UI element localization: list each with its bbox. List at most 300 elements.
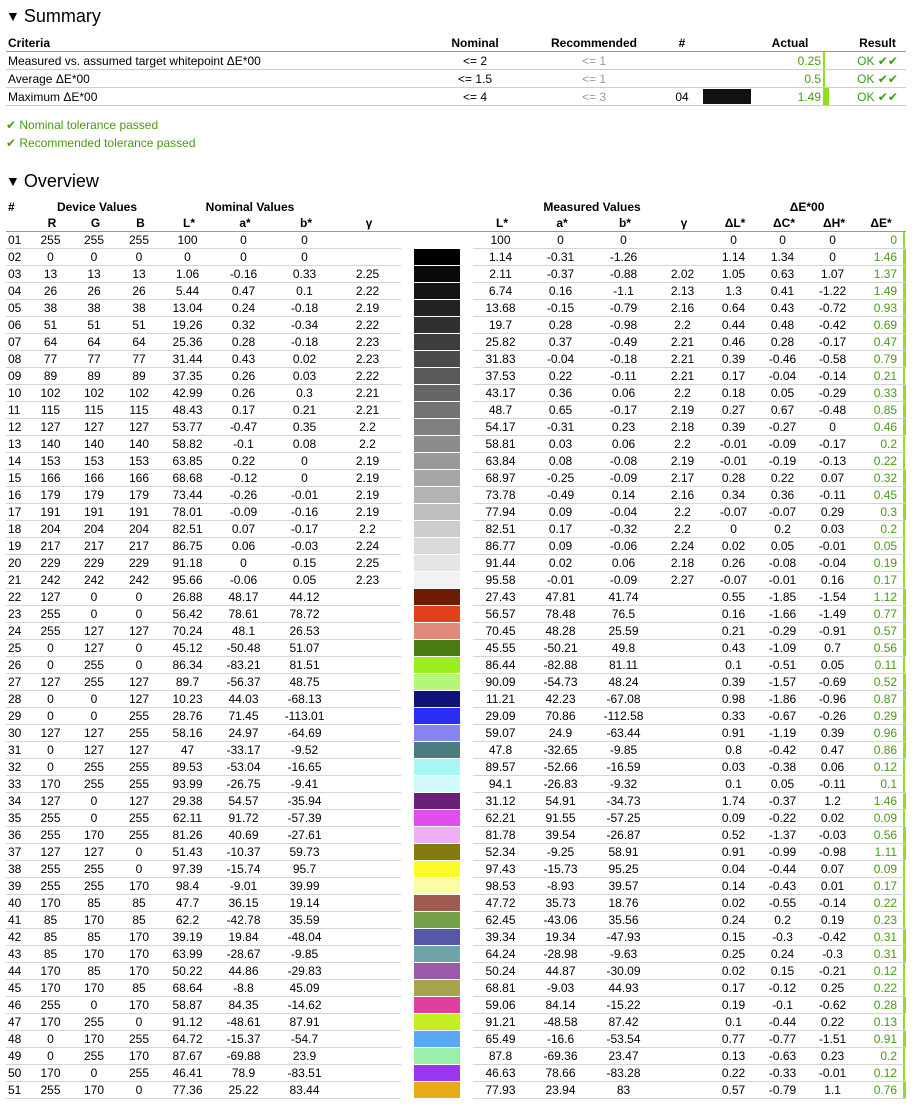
value-cell: 0.27 <box>711 402 759 419</box>
measured-values-header: Measured Values <box>543 200 641 214</box>
swatch-cell <box>401 657 473 674</box>
value-cell <box>657 657 711 674</box>
value-cell: 0 <box>215 249 275 266</box>
color-swatch <box>414 793 460 809</box>
delta-e-bar-cell <box>903 351 906 368</box>
value-cell: 0.08 <box>531 453 593 470</box>
value-cell: 0.07 <box>809 470 859 487</box>
delta-e-cell: 0.17 <box>859 878 903 895</box>
delta-e-cell: 0.46 <box>859 419 903 436</box>
value-cell: -0.37 <box>531 266 593 283</box>
value-cell: 2.19 <box>337 453 401 470</box>
value-cell <box>337 963 401 980</box>
color-swatch <box>414 453 460 469</box>
delta-e-cell: 0.69 <box>859 317 903 334</box>
delta-e-bar <box>903 912 905 928</box>
value-cell <box>337 776 401 793</box>
value-cell <box>337 1014 401 1031</box>
value-cell: 0 <box>118 657 163 674</box>
value-cell: 255 <box>31 861 73 878</box>
patch-number: 43 <box>6 946 31 963</box>
patch-number: 13 <box>6 436 31 453</box>
value-cell: 27.43 <box>473 589 531 606</box>
value-cell: 2.22 <box>337 368 401 385</box>
delta-e-cell: 0.56 <box>859 640 903 657</box>
value-cell: 2.17 <box>657 470 711 487</box>
value-cell: 25.36 <box>163 334 215 351</box>
value-cell <box>657 674 711 691</box>
result-header: Result <box>849 35 906 52</box>
delta-e-bar-cell <box>903 1014 906 1031</box>
delta-e-bar <box>903 708 906 724</box>
value-cell: 85 <box>31 929 73 946</box>
value-cell: 0.15 <box>275 555 337 572</box>
patch-number: 24 <box>6 623 31 640</box>
value-cell: 28.76 <box>163 708 215 725</box>
value-cell: 0 <box>809 249 859 266</box>
delta-e-cell: 0.93 <box>859 300 903 317</box>
delta-e-bar-cell <box>903 827 906 844</box>
value-cell <box>337 1065 401 1082</box>
swatch-cell <box>401 810 473 827</box>
value-cell: -1.54 <box>809 589 859 606</box>
delta-e-cell: 0.56 <box>859 827 903 844</box>
delta-e-cell: 0.13 <box>859 1014 903 1031</box>
value-cell: -0.26 <box>215 487 275 504</box>
value-cell: 95.66 <box>163 572 215 589</box>
value-cell: 0.48 <box>759 317 809 334</box>
value-cell: 242 <box>73 572 118 589</box>
value-cell: 0 <box>31 742 73 759</box>
value-cell <box>657 929 711 946</box>
value-cell: -0.13 <box>809 453 859 470</box>
value-cell: 13 <box>73 266 118 283</box>
delta-e-bar <box>903 487 906 503</box>
value-cell: 0 <box>31 249 73 266</box>
value-cell: 90.09 <box>473 674 531 691</box>
value-cell: -15.74 <box>215 861 275 878</box>
value-cell: 2.2 <box>337 521 401 538</box>
value-cell: 31.44 <box>163 351 215 368</box>
value-cell: 46.41 <box>163 1065 215 1082</box>
value-cell: 78.66 <box>531 1065 593 1082</box>
delta-e-cell: 0.12 <box>859 759 903 776</box>
value-cell: 255 <box>118 759 163 776</box>
value-cell: 0.07 <box>215 521 275 538</box>
overview-row <box>6 436 906 453</box>
swatch-cell <box>401 317 473 334</box>
value-cell: -0.01 <box>531 572 593 589</box>
swatch-cell <box>401 589 473 606</box>
value-cell <box>657 708 711 725</box>
patch-number: 05 <box>6 300 31 317</box>
value-cell: 2.19 <box>657 402 711 419</box>
value-cell: 26 <box>118 283 163 300</box>
value-cell: 2.24 <box>657 538 711 555</box>
value-cell: -0.38 <box>759 759 809 776</box>
value-cell: -0.18 <box>593 351 657 368</box>
value-cell: 0 <box>531 232 593 249</box>
value-cell: 170 <box>31 963 73 980</box>
value-cell: 81.78 <box>473 827 531 844</box>
value-cell: 48.24 <box>593 674 657 691</box>
color-swatch <box>414 521 460 537</box>
value-cell: 0.22 <box>759 470 809 487</box>
value-cell: 2.02 <box>657 266 711 283</box>
value-cell: -0.01 <box>711 436 759 453</box>
overview-row <box>6 929 906 946</box>
value-cell <box>657 776 711 793</box>
delta-e-bar <box>903 980 905 996</box>
color-swatch <box>414 912 460 928</box>
patch-number: 20 <box>6 555 31 572</box>
value-cell: -0.09 <box>215 504 275 521</box>
value-cell: -0.01 <box>711 453 759 470</box>
value-cell: 255 <box>118 810 163 827</box>
value-cell: -0.15 <box>531 300 593 317</box>
delta-e-bar <box>903 827 906 843</box>
value-cell: 0.17 <box>531 521 593 538</box>
color-patch <box>703 89 751 104</box>
value-cell: 153 <box>118 453 163 470</box>
value-cell: 170 <box>31 776 73 793</box>
overview-row <box>6 742 906 759</box>
value-cell: 0.26 <box>215 368 275 385</box>
value-cell: 2.2 <box>657 521 711 538</box>
value-cell: -0.33 <box>759 1065 809 1082</box>
swatch-cell <box>401 1082 473 1099</box>
value-cell: 0.23 <box>593 419 657 436</box>
value-cell: 0.02 <box>711 963 759 980</box>
value-cell: 78.9 <box>215 1065 275 1082</box>
value-cell: 0.39 <box>711 351 759 368</box>
overview-heading[interactable]: ▼ Overview <box>6 171 99 191</box>
value-cell: -0.12 <box>759 980 809 997</box>
summary-heading[interactable]: ▼ Summary <box>6 6 101 26</box>
value-cell: -29.83 <box>275 963 337 980</box>
delta-e-bar-cell <box>903 521 906 538</box>
value-cell: 13 <box>31 266 73 283</box>
patch-number: 25 <box>6 640 31 657</box>
swatch-cell <box>401 419 473 436</box>
swatch-cell <box>401 827 473 844</box>
value-cell: -0.72 <box>809 300 859 317</box>
value-cell: 0.33 <box>275 266 337 283</box>
value-cell: 127 <box>31 844 73 861</box>
value-cell: 24.9 <box>531 725 593 742</box>
value-cell: -54.7 <box>275 1031 337 1048</box>
value-cell: 1.34 <box>759 249 809 266</box>
value-cell: 54.91 <box>531 793 593 810</box>
value-cell: 1.2 <box>809 793 859 810</box>
value-cell: 217 <box>31 538 73 555</box>
delta-e-bar-cell <box>903 1082 906 1099</box>
value-cell: 0 <box>73 708 118 725</box>
value-cell: 217 <box>73 538 118 555</box>
value-cell: 42.23 <box>531 691 593 708</box>
color-swatch <box>414 997 460 1013</box>
value-cell: 26 <box>73 283 118 300</box>
delta-e-bar <box>903 249 906 265</box>
delta-e-bar-cell <box>903 368 906 385</box>
value-cell: -15.37 <box>215 1031 275 1048</box>
value-cell: 65.49 <box>473 1031 531 1048</box>
value-cell: -0.58 <box>809 351 859 368</box>
value-cell: 0 <box>711 521 759 538</box>
overview-row <box>6 453 906 470</box>
value-cell: 0.05 <box>275 572 337 589</box>
value-cell: 0.08 <box>275 436 337 453</box>
delta-e-cell: 0.47 <box>859 334 903 351</box>
delta-e-bar-cell <box>903 725 906 742</box>
value-cell: -1.1 <box>593 283 657 300</box>
value-cell: -0.96 <box>809 691 859 708</box>
overview-row <box>6 538 906 555</box>
value-cell <box>657 742 711 759</box>
color-swatch <box>414 589 460 605</box>
value-cell: -0.44 <box>759 861 809 878</box>
value-cell: -1.51 <box>809 1031 859 1048</box>
delta-e-cell: 0.33 <box>859 385 903 402</box>
delta-e-bar <box>903 572 905 588</box>
value-cell: -0.44 <box>759 1014 809 1031</box>
value-cell: -9.52 <box>275 742 337 759</box>
col-header: B <box>118 215 163 232</box>
swatch-cell <box>401 606 473 623</box>
value-cell: 63.84 <box>473 453 531 470</box>
actual-cell: 0.25 <box>757 52 823 70</box>
value-cell <box>337 793 401 810</box>
value-cell: 255 <box>31 1082 73 1099</box>
color-swatch <box>414 351 460 367</box>
value-cell: 0.1 <box>711 776 759 793</box>
value-cell: 26.53 <box>275 623 337 640</box>
result-cell: OK ✔✔ <box>849 70 906 88</box>
value-cell: -9.85 <box>593 742 657 759</box>
color-swatch <box>414 844 460 860</box>
value-cell: 2.21 <box>657 334 711 351</box>
value-cell: 127 <box>118 674 163 691</box>
delta-e-cell: 0.12 <box>859 1065 903 1082</box>
value-cell: -14.62 <box>275 997 337 1014</box>
delta-e-bar <box>903 963 905 979</box>
value-cell: 0 <box>163 249 215 266</box>
value-cell: 153 <box>31 453 73 470</box>
value-cell: 44.12 <box>275 589 337 606</box>
value-cell: 24.97 <box>215 725 275 742</box>
value-cell: 26 <box>31 283 73 300</box>
value-cell: 47.8 <box>473 742 531 759</box>
value-cell: 70.24 <box>163 623 215 640</box>
value-cell: 0.09 <box>711 810 759 827</box>
delta-e-bar <box>903 946 906 962</box>
value-cell: 255 <box>31 606 73 623</box>
value-cell: -0.14 <box>809 895 859 912</box>
value-cell: 68.64 <box>163 980 215 997</box>
value-cell: 2.2 <box>657 385 711 402</box>
value-cell <box>337 878 401 895</box>
value-cell: 0 <box>31 657 73 674</box>
value-cell: 255 <box>73 1048 118 1065</box>
value-cell: -43.06 <box>531 912 593 929</box>
value-cell <box>337 997 401 1014</box>
color-swatch <box>414 300 460 316</box>
value-cell: -0.08 <box>593 453 657 470</box>
delta-e-bar-cell <box>903 1065 906 1082</box>
value-cell: 170 <box>31 1065 73 1082</box>
delta-e-cell: 0.22 <box>859 453 903 470</box>
nominal-header: Nominal <box>425 35 525 52</box>
value-cell: 19.14 <box>275 895 337 912</box>
swatch-cell <box>401 1031 473 1048</box>
value-cell: 0.06 <box>593 385 657 402</box>
delta-e-bar <box>903 538 905 554</box>
value-cell: 0.25 <box>711 946 759 963</box>
value-cell: 0.91 <box>711 725 759 742</box>
value-cell: 58.16 <box>163 725 215 742</box>
value-cell: 89 <box>73 368 118 385</box>
value-cell: -53.04 <box>215 759 275 776</box>
patch-number: 17 <box>6 504 31 521</box>
value-cell: 45.55 <box>473 640 531 657</box>
value-cell: -0.31 <box>531 419 593 436</box>
value-cell: 2.18 <box>657 419 711 436</box>
value-cell: 89.53 <box>163 759 215 776</box>
patch-number: 47 <box>6 1014 31 1031</box>
value-cell: 0.03 <box>711 759 759 776</box>
swatch-cell <box>401 742 473 759</box>
overview-group-header-row <box>6 199 906 215</box>
swatch-cell <box>401 640 473 657</box>
swatch-cell <box>401 453 473 470</box>
value-cell: 242 <box>118 572 163 589</box>
value-cell: -0.1 <box>215 436 275 453</box>
overview-row <box>6 793 906 810</box>
value-cell: -0.03 <box>275 538 337 555</box>
value-cell <box>337 232 401 249</box>
value-cell: -1.57 <box>759 674 809 691</box>
delta-e-bar <box>903 1031 906 1047</box>
value-cell: 0.21 <box>275 402 337 419</box>
value-cell: 51.43 <box>163 844 215 861</box>
value-cell: 0 <box>118 249 163 266</box>
collapse-triangle-icon[interactable]: ▼ <box>6 8 20 24</box>
value-cell: 85 <box>118 912 163 929</box>
value-cell: 85 <box>73 929 118 946</box>
value-cell: -1.26 <box>593 249 657 266</box>
value-cell: -9.32 <box>593 776 657 793</box>
value-cell: 170 <box>73 912 118 929</box>
value-cell: -0.19 <box>759 453 809 470</box>
color-swatch <box>414 283 460 299</box>
value-cell: 25.82 <box>473 334 531 351</box>
value-cell <box>657 725 711 742</box>
overview-row <box>6 963 906 980</box>
value-cell: 0.19 <box>711 997 759 1014</box>
device-values-header: Device Values <box>56 200 138 214</box>
value-cell: 85 <box>31 912 73 929</box>
value-cell: 0 <box>118 1014 163 1031</box>
color-swatch <box>414 249 460 265</box>
value-cell: 166 <box>31 470 73 487</box>
value-cell: -56.37 <box>215 674 275 691</box>
value-cell: 115 <box>73 402 118 419</box>
value-cell: 1.05 <box>711 266 759 283</box>
delta-e-bar <box>903 300 906 316</box>
value-cell: 166 <box>118 470 163 487</box>
value-cell: 56.42 <box>163 606 215 623</box>
color-swatch <box>414 232 460 248</box>
swatch-cell <box>401 776 473 793</box>
value-cell: 0.24 <box>215 300 275 317</box>
value-cell: 0.02 <box>275 351 337 368</box>
value-cell <box>337 844 401 861</box>
value-cell: -0.16 <box>275 504 337 521</box>
color-swatch <box>414 946 460 962</box>
value-cell: -0.31 <box>531 249 593 266</box>
patch-number: 51 <box>6 1082 31 1099</box>
value-cell: 23.47 <box>593 1048 657 1065</box>
value-cell: -0.07 <box>711 504 759 521</box>
overview-row <box>6 708 906 725</box>
value-cell: 0.28 <box>215 334 275 351</box>
value-cell: 78.61 <box>215 606 275 623</box>
value-cell: 0.47 <box>215 283 275 300</box>
value-cell: -28.67 <box>215 946 275 963</box>
value-cell: -1.09 <box>759 640 809 657</box>
value-cell: -0.47 <box>215 419 275 436</box>
delta-e-bar <box>903 725 906 741</box>
value-cell: 0.01 <box>809 878 859 895</box>
value-cell: -0.34 <box>275 317 337 334</box>
collapse-triangle-icon[interactable]: ▼ <box>6 173 20 189</box>
value-cell: 2.24 <box>337 538 401 555</box>
color-swatch <box>414 963 460 979</box>
value-cell: -0.55 <box>759 895 809 912</box>
swatch-cell <box>401 300 473 317</box>
value-cell: 86.34 <box>163 657 215 674</box>
value-cell: 63.85 <box>163 453 215 470</box>
value-cell: -0.98 <box>593 317 657 334</box>
actual-header: Actual <box>757 35 823 52</box>
delta-e-bar-cell <box>903 436 906 453</box>
value-cell: 0.03 <box>809 521 859 538</box>
value-cell: 127 <box>118 793 163 810</box>
value-cell: -0.26 <box>809 708 859 725</box>
value-cell: 70.45 <box>473 623 531 640</box>
value-cell: 255 <box>31 623 73 640</box>
delta-e-bar-cell <box>903 487 906 504</box>
value-cell: -0.21 <box>809 963 859 980</box>
value-cell <box>657 827 711 844</box>
value-cell: -0.09 <box>759 436 809 453</box>
value-cell: -0.11 <box>809 776 859 793</box>
value-cell: 0.77 <box>711 1031 759 1048</box>
value-cell: 47.7 <box>163 895 215 912</box>
patch-number: 02 <box>6 249 31 266</box>
value-cell: 0.02 <box>711 538 759 555</box>
recommended-pass-message: ✔ Recommended tolerance passed <box>6 136 196 150</box>
value-cell: -82.88 <box>531 657 593 674</box>
value-cell: 48.43 <box>163 402 215 419</box>
delta-e-cell: 0.28 <box>859 997 903 1014</box>
value-cell: 23.94 <box>531 1082 593 1099</box>
value-cell: 0.14 <box>593 487 657 504</box>
value-cell: 179 <box>73 487 118 504</box>
delta-e-cell: 0.91 <box>859 1031 903 1048</box>
nominal-pass-message: ✔ Nominal tolerance passed <box>6 118 159 132</box>
patch-number: 12 <box>6 419 31 436</box>
